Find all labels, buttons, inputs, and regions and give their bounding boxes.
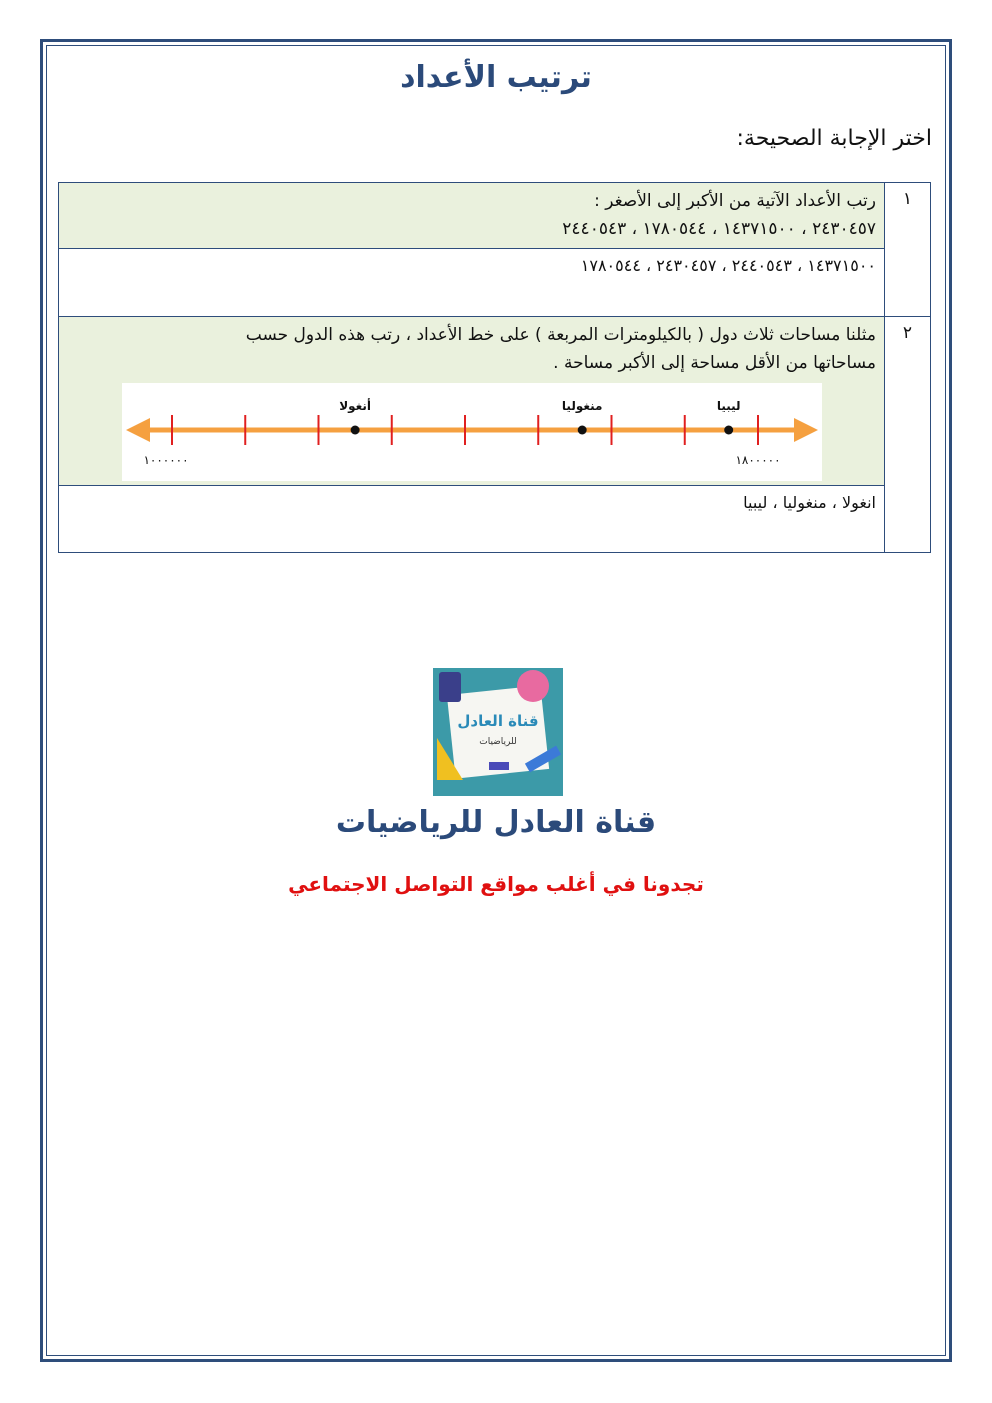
number-line-left-arrow [126, 418, 150, 442]
number-line-point-0 [724, 426, 733, 435]
number-line-left-label: ١٠٠٠٠٠٠ [143, 453, 189, 467]
number-line-point-label-0: ليبيا [716, 399, 741, 413]
question-1-prompt-line2: ٢٤٣٠٤٥٧ ، ١٤٣٧١٥٠٠ ، ١٧٨٠٥٤٤ ، ٢٤٤٠٥٤٣ [562, 219, 876, 239]
instruction-text: اختر الإجابة الصحيحة: [736, 126, 932, 151]
number-line-right-arrow [794, 418, 818, 442]
question-1-answer: ١٤٣٧١٥٠٠ ، ٢٤٤٠٥٤٣ ، ٢٤٣٠٤٥٧ ، ١٧٨٠٥٤٤ [59, 249, 885, 317]
question-1-prompt [59, 183, 885, 249]
logo-text: قناة العادل [457, 712, 539, 730]
question-2-number: ٢ [885, 317, 931, 553]
number-line-right-label: ١٨٠٠٠٠٠ [735, 453, 781, 467]
question-1-number: ١ [885, 183, 931, 317]
question-2-answer-row [59, 486, 931, 553]
channel-logo [433, 668, 563, 796]
questions-table [58, 182, 931, 553]
follow-text: تجدونا في أغلب مواقع التواصل الاجتماعي [288, 872, 704, 896]
question-1-prompt-line1: رتب الأعداد الآتية من الأكبر إلى الأصغر : [594, 191, 876, 211]
question-1-row [59, 183, 931, 249]
number-line-point-2 [351, 426, 360, 435]
number-line-point-label-2: أنغولا [339, 399, 372, 413]
channel-name: قناة العادل للرياضيات [335, 805, 657, 840]
question-2-row [59, 317, 931, 486]
question-2-prompt-line2: مساحاتها من الأقل مساحة إلى الأكبر مساحة . [553, 353, 876, 373]
question-2-answer: انغولا ، منغوليا ، ليبيا [59, 486, 885, 553]
number-line-point-label-1: منغوليا [561, 399, 603, 413]
question-2-prompt-line1: مثلنا مساحات ثلاث دول ( بالكيلومترات المربعة ) على خط الأعداد ، رتب هذه الدول حسب [245, 325, 876, 345]
page-title: ترتيب الأعداد [400, 60, 592, 95]
number-line-figure [122, 383, 822, 481]
logo-subtext: للرياضيات [479, 737, 517, 747]
question-1-answer-row [59, 249, 931, 317]
number-line-point-1 [578, 426, 587, 435]
question-2-prompt [59, 317, 885, 486]
number-line-svg [122, 383, 822, 481]
